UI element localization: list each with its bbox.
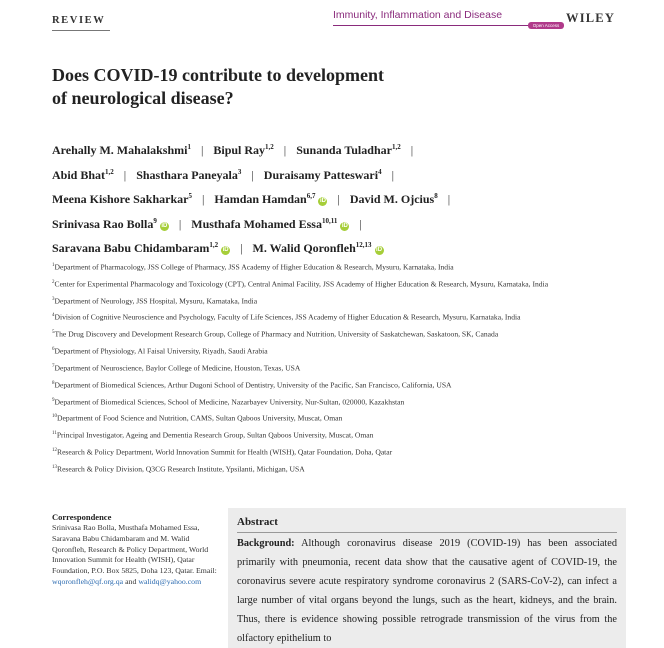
affiliation-number: 4	[52, 313, 55, 319]
affiliation-item	[52, 462, 622, 475]
author-separator: |	[410, 143, 414, 157]
author-separator: |	[359, 216, 362, 231]
affiliation-number: 10	[52, 414, 57, 420]
article-title	[52, 64, 492, 110]
affiliation-item	[52, 428, 622, 441]
author-name[interactable]	[52, 241, 230, 255]
author-affiliation-marker: 1	[187, 143, 191, 151]
author-name-text: Duraisamy Patteswari	[263, 167, 379, 182]
article-type-label: REVIEW	[52, 15, 106, 26]
author-affiliation-marker: 4	[378, 167, 382, 176]
correspondence-body	[52, 523, 220, 588]
correspondence-text: Srinivasa Rao Bolla, Musthafa Mohamed Essa, Saravana Babu Chidambaram and M. Walid Qoronfleh, Research & Policy Department, World Innovation Summit for Health (WISH), Qatar Foundation, P.O. Box 5825, Doha 123, Qatar.	[52, 523, 209, 576]
affiliation-number: 5	[52, 330, 55, 336]
author-separator: |	[251, 167, 254, 182]
author-name[interactable]	[136, 168, 241, 182]
affiliation-number: 13	[52, 464, 57, 470]
affiliation-text: Department of Physiology, Al Faisal University, Riyadh, Saudi Arabia	[54, 346, 268, 356]
author-separator: |	[201, 192, 205, 206]
affiliation-number: 9	[52, 397, 55, 403]
author-affiliation-marker: 3	[237, 167, 242, 176]
affiliation-item	[52, 445, 622, 458]
email-joiner: and	[125, 576, 137, 586]
affiliation-item	[52, 378, 622, 391]
author-affiliation-marker: 1,2	[391, 143, 401, 151]
affiliation-number: 1	[52, 263, 55, 268]
author-name-text: Musthafa Mohamed Essa	[191, 216, 322, 231]
author-separator: |	[447, 192, 451, 206]
abstract-divider	[237, 532, 617, 533]
author-affiliation-marker: 1,2	[265, 143, 274, 151]
author-affiliation-marker: 9	[153, 216, 157, 225]
author-name-text: Arehally M. Mahalakshmi	[52, 143, 188, 157]
affiliation-item	[52, 277, 622, 290]
author-separator: |	[123, 167, 127, 182]
affiliation-number: 8	[52, 380, 55, 386]
affiliation-text: Division of Cognitive Neuroscience and Psychology, Faculty of Life Sciences, JSS Academy of Higher Education & Research, Mysuru, Karnataka, India	[54, 313, 521, 323]
author-name[interactable]	[191, 217, 349, 231]
affiliation-text: Research & Policy Division, Q3CG Research Institute, Ypsilanti, Michigan, USA	[57, 464, 305, 474]
orcid-icon[interactable]: iD	[161, 222, 168, 229]
author-affiliation-marker: 1,2	[209, 241, 219, 249]
author-separator: |	[337, 192, 340, 206]
affiliation-text: Department of Food Science and Nutrition, CAMS, Sultan Qaboos University, Muscat, Oman	[57, 413, 343, 423]
author-name-text: Shasthara Paneyala	[136, 167, 238, 182]
affiliation-list	[52, 260, 622, 479]
abstract-body	[237, 534, 617, 648]
email-prefix: Email:	[196, 566, 217, 576]
author-affiliation-marker: 10,11	[321, 216, 338, 225]
author-name[interactable]	[350, 192, 438, 206]
open-access-badge: Open Access	[528, 22, 564, 29]
author-name-text: Abid Bhat	[52, 167, 106, 182]
affiliation-item	[52, 411, 622, 424]
author-name[interactable]	[52, 143, 191, 157]
author-name-text: Saravana Babu Chidambaram	[52, 241, 210, 255]
email-link[interactable]: walidq@yahoo.com	[138, 576, 202, 586]
author-name[interactable]	[253, 241, 384, 255]
author-separator: |	[200, 143, 204, 157]
author-name[interactable]	[296, 143, 401, 157]
affiliation-number: 6	[52, 347, 55, 353]
affiliation-item	[52, 395, 622, 408]
author-name[interactable]	[213, 143, 273, 157]
orcid-icon[interactable]: iD	[319, 198, 326, 204]
author-name[interactable]	[52, 217, 169, 231]
abstract-section-label: Background:	[237, 538, 295, 549]
affiliation-number: 3	[52, 296, 55, 302]
title-line: Does COVID-19 contribute to development	[52, 65, 384, 85]
affiliation-item	[52, 310, 622, 323]
article-type-underline	[52, 30, 110, 31]
author-affiliation-marker: 1,2	[105, 167, 114, 176]
affiliation-number: 2	[52, 279, 55, 285]
affiliation-text: Department of Biomedical Sciences, Arthur Dugoni School of Dentistry, University of the Pacific, San Francisco, California, USA	[54, 380, 452, 390]
author-affiliation-marker: 12,13	[355, 241, 372, 249]
author-name-text: Srinivasa Rao Bolla	[52, 216, 154, 231]
orcid-icon[interactable]: iD	[341, 222, 348, 229]
author-list	[52, 137, 632, 260]
affiliation-item	[52, 260, 622, 273]
email-link[interactable]: wqoronfleh@qf.org.qa	[52, 576, 124, 586]
affiliation-number: 11	[52, 431, 57, 437]
author-name-text: David M. Ojcius	[349, 192, 435, 206]
affiliation-item	[52, 327, 622, 340]
abstract-heading: Abstract	[237, 516, 278, 528]
author-name-text: Bipul Ray	[213, 143, 266, 157]
author-name[interactable]	[52, 192, 192, 206]
publisher-logo: WILEY	[566, 11, 616, 25]
orcid-icon[interactable]: iD	[376, 247, 383, 253]
orcid-icon[interactable]: iD	[222, 247, 229, 253]
affiliation-text: Department of Biomedical Sciences, School of Medicine, Nazarbayev University, Nur-Sultan, 020000, Kazakhstan	[54, 397, 405, 407]
author-separator: |	[391, 167, 394, 182]
journal-name[interactable]: Immunity, Inflammation and Disease	[333, 9, 503, 21]
author-separator: |	[178, 216, 182, 231]
affiliation-text: Center for Experimental Pharmacology and Toxicology (CPT), Central Animal Facility, JSS Academy of Higher Education & Research, Mysuru, Karnataka, India	[54, 279, 549, 289]
author-affiliation-marker: 5	[188, 192, 192, 200]
title-line: of neurological disease?	[52, 88, 234, 108]
author-affiliation-marker: 6,7	[306, 192, 316, 200]
correspondence-heading: Correspondence	[52, 512, 112, 522]
author-separator: |	[283, 143, 287, 157]
author-affiliation-marker: 8	[434, 192, 438, 200]
affiliation-item	[52, 361, 622, 374]
affiliation-text: Research & Policy Department, World Innovation Summit for Health (WISH), Qatar Foundation, Doha, Qatar	[57, 447, 393, 457]
journal-underline	[333, 25, 551, 26]
affiliation-item	[52, 294, 622, 307]
affiliation-number: 12	[52, 448, 57, 454]
affiliation-text: The Drug Discovery and Development Research Group, College of Pharmacy and Nutrition, University of Saskatchewan, Saskatoon, SK, Canada	[54, 329, 499, 339]
author-name-text: Hamdan Hamdan	[214, 192, 307, 206]
author-name-text: M. Walid Qoronfleh	[252, 241, 356, 255]
author-name-text: Sunanda Tuladhar	[296, 143, 392, 157]
affiliation-text: Department of Neuroscience, Baylor College of Medicine, Houston, Texas, USA	[54, 363, 301, 373]
affiliation-number: 7	[52, 363, 55, 369]
author-name[interactable]	[214, 192, 327, 206]
author-name[interactable]	[264, 168, 382, 182]
author-name-text: Meena Kishore Sakharkar	[52, 192, 189, 206]
affiliation-text: Department of Neurology, JSS Hospital, Mysuru, Karnataka, India	[54, 296, 258, 306]
author-separator: |	[240, 241, 243, 255]
affiliation-item	[52, 344, 622, 357]
author-name[interactable]	[52, 168, 114, 182]
affiliation-text: Department of Pharmacology, JSS College of Pharmacy, JSS Academy of Higher Education & Research, Mysuru, Karnataka, India	[54, 262, 454, 272]
abstract-text: Although coronavirus disease 2019 (COVID-19) has been associated primarily with pneumonia, recent data show that the causative agent of COVID-19, the coronavirus severe acute respiratory syndrome coronavirus 2 (SARS-CoV-2), can infect a large number of vital organs beyond the lungs, such as the heart, kidneys, and the brain. Thus, there is evidence showing possible retrograde transmission of the virus from the olfactory epithelium to	[237, 538, 617, 644]
affiliation-text: Principal Investigator, Ageing and Dementia Research Group, Sultan Qaboos University, Muscat, Oman	[56, 430, 374, 440]
